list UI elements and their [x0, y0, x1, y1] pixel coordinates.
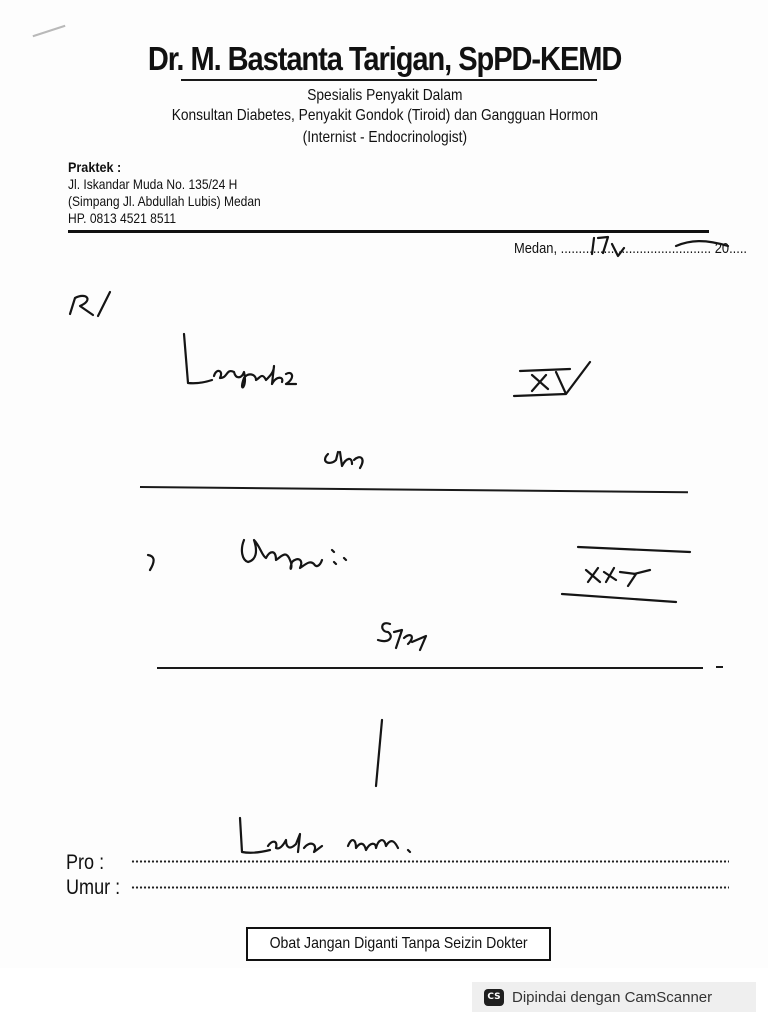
practice-address-1: Jl. Iskandar Muda No. 135/24 H: [68, 176, 238, 192]
handwritten-item-2: [148, 540, 346, 570]
patient-dotted-line: [131, 860, 729, 863]
handwritten-sig-1: [325, 452, 362, 468]
camscanner-badge: [472, 982, 756, 1012]
practice-address-2: (Simpang Jl. Abdullah Lubis) Medan: [68, 193, 261, 209]
doctor-name: Dr. M. Bastanta Tarigan, SpPD-KEMD: [147, 40, 622, 77]
camscanner-logo-icon: CS: [484, 989, 504, 1006]
handwritten-rx: [70, 292, 110, 316]
handwritten-date: [592, 237, 728, 256]
practice-phone: HP. 0813 4521 8511: [68, 210, 177, 226]
date-line: Medan, .......................................... 20.....: [514, 240, 748, 257]
camscanner-text: Dipindai dengan CamScanner: [512, 988, 713, 1006]
age-label: Umur :: [66, 876, 121, 899]
handwritten-qty-1: [514, 362, 590, 396]
substitution-notice: [246, 927, 551, 961]
patient-label: Pro :: [66, 851, 105, 874]
notice-text: Obat Jangan Diganti Tanpa Seizin Dokter: [269, 935, 528, 952]
age-dotted-line: [131, 886, 729, 889]
specialty-line: Spesialis Penyakit Dalam: [307, 87, 463, 104]
practice-title: Praktek :: [68, 159, 122, 175]
consultant-line: Konsultan Diabetes, Penyakit Gondok (Tiroid) dan Gangguan Hormon: [171, 107, 598, 124]
handwritten-stroke: [376, 720, 382, 786]
handwritten-qty-2: [562, 547, 690, 602]
internist-line: (Internist - Endocrinologist): [302, 129, 468, 146]
handwritten-sig-2: [378, 623, 426, 650]
item-separator-2: [157, 667, 703, 669]
handwritten-footer-note: [240, 818, 410, 853]
handwritten-item-1: [184, 334, 296, 387]
separator-dash: [716, 666, 723, 668]
